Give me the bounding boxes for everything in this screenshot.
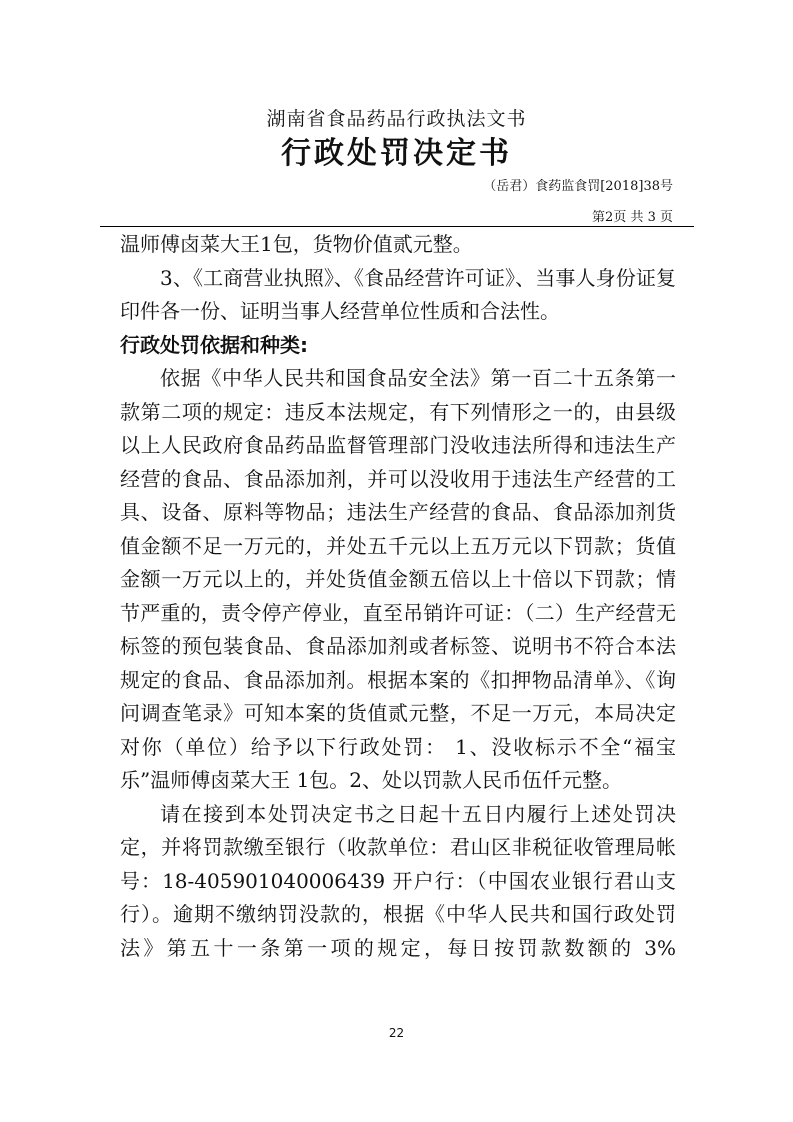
document-series-title: 湖南省食品药品行政执法文书: [266, 108, 527, 130]
penalty-basis-heading: 行政处罚依据和种类:: [120, 332, 308, 357]
header-divider: [100, 226, 694, 227]
page-info: 第2页 共 3 页: [592, 210, 673, 225]
penalty-basis-paragraph: 依据《中华人民共和国食品安全法》第一百二十五条第一款第二项的规定：违反本法规定，有下列情形之一的，由县级以上人民政府食品药品监督管理部门没收违法所得和违法生产经营的食品、食品添加剂，并可以没收用于违法生产经营的工具、设备、原料等物品；违法生产经营的食品、食品添加剂货值金额不足一万元的，并处五千元以上五万元以下罚款；货值金额一万元以上的，并处货值金额五倍以上十倍以下罚款；情节严重的，责令停产停业，直至吊销许可证：（二）生产经营无标签的预包装食品、食品添加剂或者标签、说明书不符合本法规定的食品、食品添加剂。根据本案的《扣押物品清单》、《询问调查笔录》可知本案的货值贰元整，不足一万元，本局决定对你（单位）给予以下行政处罚： 1、没收标示不全“福宝乐”温师傅卤菜大王 1包。2、处以罚款人民币伍仟元整。: [120, 366, 676, 792]
evidence-item-3: 3、《工商营业执照》、《食品经营许可证》、当事人身份证复印件各一份、证明当事人经营单位性质和合法性。: [120, 265, 676, 323]
evidence-continuation: 温师傅卤菜大王1包，货物价值贰元整。: [120, 232, 473, 256]
page-number: 22: [388, 1026, 405, 1040]
document-body: [120, 228, 676, 965]
document-title: 行政处罚决定书: [281, 136, 512, 171]
payment-instruction-paragraph: 请在接到本处罚决定书之日起十五日内履行上述处罚决定，并将罚款缴至银行（收款单位：君山区非税征收管理局帐号：18-405901040006439 开户行：（中国农业银行君山支行）。逾期不缴纳罚没款的，根据《中华人民共和国行政处罚法》第五十一条第一项的规定，每日按罚款数额的 3%: [120, 801, 676, 960]
document-number: （岳君）食药监食罚[2018]38号: [483, 179, 673, 194]
